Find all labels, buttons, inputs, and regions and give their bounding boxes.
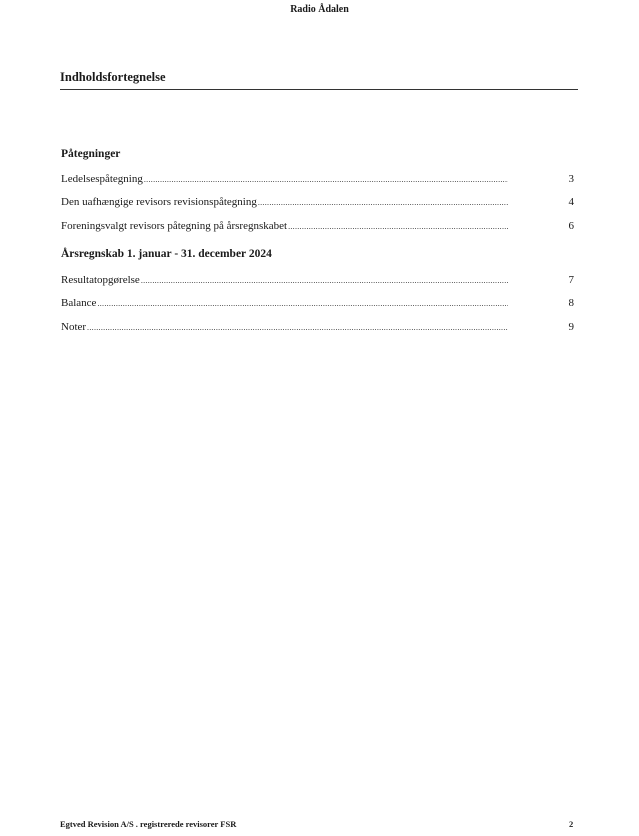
document-header: Radio Ådalen: [290, 4, 349, 15]
toc-entry-page: 4: [568, 196, 574, 208]
toc-entry-noter: [61, 321, 574, 335]
toc-entry-page: 7: [568, 274, 574, 286]
toc-entry-page: 6: [568, 220, 574, 232]
toc-entry-page: 9: [568, 321, 574, 333]
toc-entry-ledelsespaategning: [61, 173, 574, 187]
dot-leader: [87, 323, 508, 332]
toc-entry-revisionspaategning: [61, 196, 574, 210]
footer-firm: Egtved Revision A/S . registrerede revisorer FSR: [60, 819, 237, 829]
toc-title: Indholdsfortegnelse: [60, 70, 166, 84]
section-heading-paategninger: Påtegninger: [61, 148, 121, 160]
section-heading-aarsregnskab: Årsregnskab 1. januar - 31. december 2024: [61, 248, 272, 260]
dot-leader: [144, 175, 508, 184]
footer-page-number: 2: [569, 819, 574, 829]
dot-leader: [97, 299, 508, 308]
dot-leader: [141, 276, 508, 285]
toc-entry-balance: [61, 297, 574, 311]
toc-entry-label: Balance: [61, 297, 97, 309]
toc-entry-label: Foreningsvalgt revisors påtegning på årsregnskabet: [61, 220, 288, 232]
toc-entry-foreningsvalgt-revisor: [61, 220, 574, 234]
toc-entry-page: 8: [568, 297, 574, 309]
toc-entry-resultatopgoerelse: [61, 274, 574, 288]
title-divider: [60, 89, 578, 90]
toc-entry-label: Resultatopgørelse: [61, 274, 140, 286]
dot-leader: [258, 198, 508, 207]
toc-entry-label: Noter: [61, 321, 87, 333]
dot-leader: [288, 222, 508, 231]
toc-entry-label: Den uafhængige revisors revisionspåtegning: [61, 196, 257, 208]
toc-entry-page: 3: [568, 173, 574, 185]
toc-entry-label: Ledelsespåtegning: [61, 173, 143, 185]
